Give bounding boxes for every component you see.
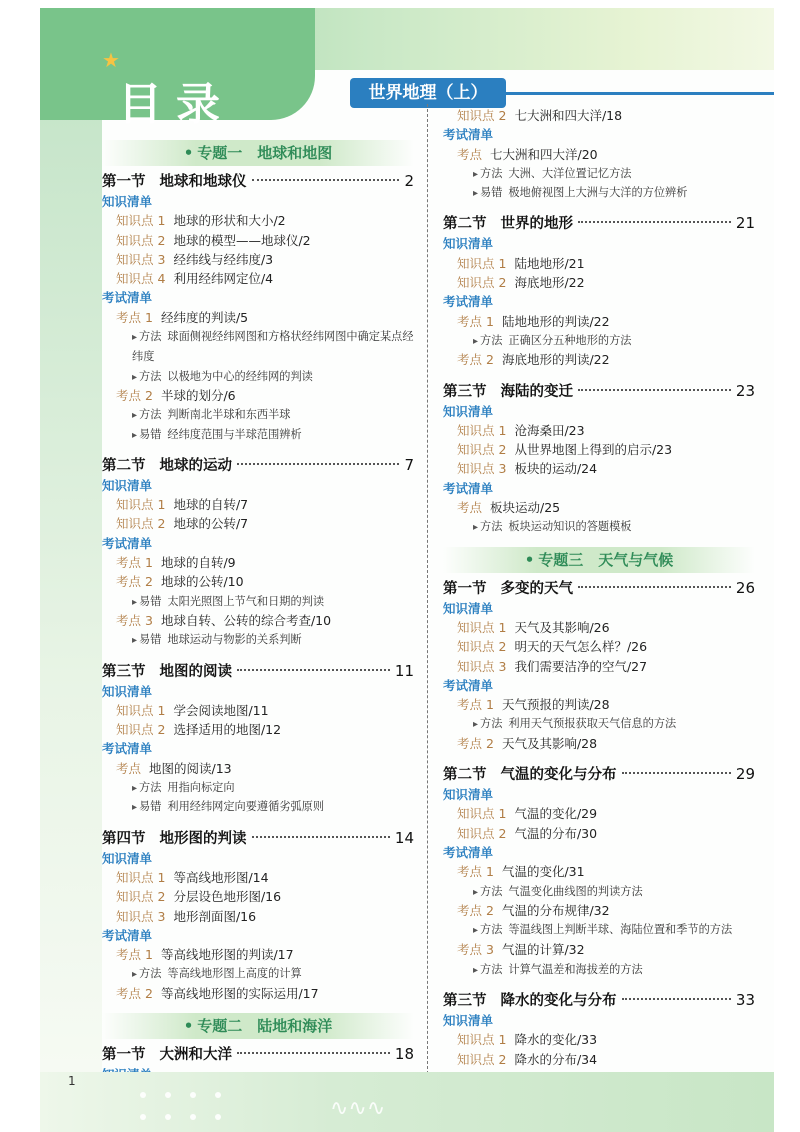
leader-dots (237, 463, 399, 465)
page-number-footer: 1 (68, 1074, 76, 1088)
exam-point[interactable] (443, 734, 755, 753)
knowledge-point[interactable] (102, 887, 414, 906)
knowledge-point[interactable] (443, 657, 755, 676)
footer-band (40, 1072, 774, 1132)
knowledge-point[interactable] (443, 1050, 755, 1069)
page-number: 26 (735, 578, 755, 597)
method-label: ▸ 方法 (132, 781, 161, 794)
section-title: 多变的天气 (500, 580, 573, 597)
leader-dots (578, 389, 731, 391)
point-label: 考点 2 (116, 387, 153, 403)
list-heading: 知识清单 (102, 194, 153, 209)
point-text: 从世界地图上得到的启示/23 (514, 442, 673, 458)
point-label: 知识点 1 (116, 869, 166, 885)
method-label: ▸ 方法 (132, 330, 161, 343)
exam-point[interactable] (443, 862, 755, 881)
method-text: 正确区分五种地形的方法 (508, 333, 632, 347)
exam-point[interactable] (443, 350, 755, 369)
method-label: ▸ 方法 (132, 408, 161, 421)
decor-dot (190, 1092, 196, 1098)
point-label: 考点 2 (457, 352, 494, 368)
page-title: 目录 (118, 79, 234, 130)
method-label: ▸ 易错 (132, 428, 161, 441)
method-text: 极地俯视图上大洲与大洋的方位辨析 (508, 186, 688, 200)
knowledge-point[interactable] (102, 269, 414, 288)
method-text: 地球运动与物影的关系判断 (167, 633, 302, 647)
point-text: 地球的自转/7 (173, 497, 249, 513)
list-heading: 考试清单 (443, 480, 494, 496)
method-label: ▸ 易错 (473, 186, 502, 199)
page-number: 11 (394, 661, 414, 680)
knowledge-point[interactable] (102, 250, 414, 269)
method-text: 球面侧视经纬网图和方格状经纬网图中确定某点经纬度 (132, 330, 414, 364)
point-text: 沧海桑田/23 (514, 422, 585, 438)
point-text: 陆地地形的判读/22 (501, 313, 610, 329)
method-item (102, 405, 414, 424)
point-text: 七大洲和四大洋/18 (514, 108, 623, 123)
section-number: 第三节 (102, 663, 146, 680)
knowledge-point[interactable] (443, 421, 755, 440)
section-title: 地球和地球仪 (159, 174, 247, 190)
list-heading: 知识清单 (102, 683, 153, 699)
knowledge-point[interactable] (443, 618, 755, 637)
method-text: 太阳光照图上节气和日期的判读 (167, 594, 325, 608)
point-text: 地球的自转/9 (160, 555, 236, 571)
topic-heading: • 专题一 地球和地图 (102, 140, 414, 166)
page-number: 18 (394, 1044, 414, 1063)
method-label: ▸ 易错 (132, 633, 161, 646)
section-entry[interactable] (443, 212, 755, 234)
wave-decor-icon: ∿∿∿ (330, 1096, 386, 1121)
method-label: ▸ 方法 (473, 167, 502, 180)
point-text: 气温的分布规律/32 (501, 902, 610, 918)
point-text: 海底地形的判读/22 (501, 352, 610, 368)
point-label: 知识点 1 (116, 702, 166, 718)
page-number: 23 (735, 381, 755, 400)
method-text: 判断南北半球和东西半球 (167, 408, 291, 422)
section-entry[interactable] (102, 170, 414, 192)
method-label: ▸ 方法 (473, 923, 502, 936)
leader-dots (578, 221, 731, 223)
knowledge-point[interactable] (443, 254, 755, 273)
point-text: 分层设色地形图/16 (173, 889, 282, 905)
page-number: 2 (404, 172, 414, 190)
point-label: 知识点 1 (457, 422, 507, 438)
topic-title: 专题三 天气与气候 (538, 550, 674, 569)
point-text: 板块的运动/24 (514, 461, 598, 477)
point-text: 地图的阅读/13 (149, 760, 232, 776)
section-number: 第一节 (102, 174, 146, 190)
method-item (443, 517, 755, 536)
knowledge-point[interactable] (443, 440, 755, 459)
method-label: ▸ 方法 (132, 967, 161, 980)
point-text: 我们需要洁净的空气/27 (514, 658, 648, 674)
knowledge-point[interactable] (443, 824, 755, 843)
knowledge-point[interactable] (102, 514, 414, 533)
right-column (443, 106, 755, 1069)
knowledge-point[interactable] (443, 459, 755, 478)
point-text: 气温的变化/31 (501, 864, 585, 880)
exam-point[interactable] (443, 901, 755, 920)
point-label: 知识点 1 (457, 255, 507, 271)
exam-point[interactable] (443, 312, 755, 331)
section-entry[interactable] (102, 660, 414, 682)
volume-label: 世界地理（上） (350, 78, 506, 108)
exam-point[interactable] (102, 984, 414, 1003)
left-gradient-strip (40, 8, 102, 1132)
point-text: 地形剖面图/16 (173, 908, 257, 924)
point-text: 利用经纬网定位/4 (173, 271, 274, 287)
point-text: 气温的分布/30 (514, 825, 598, 841)
point-label: 知识点 2 (457, 639, 507, 655)
point-text: 等高线地形图/14 (173, 869, 269, 885)
list-heading: 知识清单 (443, 403, 494, 419)
point-label: 考点 3 (457, 942, 494, 958)
point-label: 考点 2 (457, 902, 494, 918)
point-label: 知识点 4 (116, 271, 166, 287)
point-label: 知识点 2 (457, 1051, 507, 1067)
leader-dots (622, 772, 731, 774)
section-entry[interactable] (443, 763, 755, 785)
knowledge-point[interactable] (102, 907, 414, 926)
section-entry[interactable] (443, 989, 755, 1011)
section-title: 地球的运动 (159, 457, 232, 474)
knowledge-point[interactable] (102, 868, 414, 887)
section-title: 气温的变化与分布 (500, 767, 617, 784)
exam-point[interactable] (102, 572, 414, 591)
point-label: 知识点 3 (116, 251, 166, 267)
point-text: 地球的公转/7 (173, 516, 249, 532)
point-text: 等高线地形图的判读/17 (160, 947, 294, 963)
method-label: ▸ 方法 (473, 334, 502, 347)
leader-dots (237, 1052, 390, 1054)
page-number: 33 (735, 990, 755, 1009)
method-item (443, 960, 755, 979)
point-label: 考点 (457, 146, 483, 162)
point-label: 知识点 2 (116, 232, 166, 248)
list-heading: 知识清单 (443, 236, 494, 252)
method-item (443, 714, 755, 733)
point-text: 气温的计算/32 (501, 942, 585, 958)
decor-dot (165, 1114, 171, 1120)
list-heading: 考试清单 (102, 741, 153, 757)
point-text: 选择适用的地图/12 (173, 722, 282, 738)
point-label: 知识点 2 (116, 516, 166, 532)
exam-point[interactable] (102, 386, 414, 405)
method-text: 以极地为中心的经纬网的判读 (167, 369, 313, 383)
point-text: 降水的变化/33 (514, 1032, 598, 1048)
point-label: 知识点 2 (116, 889, 166, 905)
method-label: ▸ 方法 (473, 717, 502, 730)
point-label: 知识点 2 (457, 442, 507, 458)
method-label: ▸ 易错 (132, 595, 161, 608)
point-text: 天气及其影响/26 (514, 619, 610, 635)
method-text: 大洲、大洋位置记忆方法 (508, 166, 632, 180)
point-text: 地球的公转/10 (160, 574, 244, 590)
exam-point[interactable] (443, 695, 755, 714)
point-label: 知识点 1 (116, 497, 166, 513)
point-text: 地球的形状和大小/2 (173, 213, 286, 229)
point-text: 七大洲和四大洋/20 (490, 146, 598, 162)
point-label: 知识点 3 (116, 908, 166, 924)
point-label: 知识点 2 (457, 275, 507, 291)
page-number: 14 (394, 828, 414, 847)
topic-title: 专题一 地球和地图 (197, 144, 333, 162)
point-label: 知识点 1 (457, 619, 507, 635)
exam-point[interactable] (443, 145, 755, 164)
knowledge-point[interactable] (443, 273, 755, 292)
list-heading: 考试清单 (443, 677, 494, 693)
method-text: 气温变化曲线图的判读方法 (508, 884, 643, 898)
point-label: 知识点 3 (457, 658, 507, 674)
point-label: 考点 2 (116, 985, 153, 1001)
point-label: 考点 1 (116, 555, 153, 571)
topic-heading: • 专题二 陆地和海洋 (102, 1013, 414, 1039)
point-text: 经纬度的判读/5 (160, 309, 249, 325)
exam-point[interactable] (102, 308, 414, 327)
point-text: 明天的天气怎么样？/26 (514, 639, 648, 655)
method-item (443, 331, 755, 350)
left-column (102, 138, 414, 1104)
mistake-item (102, 797, 414, 816)
point-text: 等高线地形图的实际运用/17 (160, 985, 319, 1001)
point-text: 学会阅读地图/11 (173, 702, 269, 718)
section-title: 世界的地形 (500, 216, 573, 233)
mistake-item (443, 183, 755, 202)
section-entry[interactable] (102, 1043, 414, 1065)
list-heading: 考试清单 (102, 290, 153, 306)
topic-title: 专题二 陆地和海洋 (197, 1016, 333, 1035)
decor-dot (215, 1114, 221, 1120)
point-label: 知识点 3 (457, 461, 507, 477)
section-number: 第二节 (443, 767, 487, 784)
exam-point[interactable] (102, 553, 414, 572)
section-number: 第三节 (443, 383, 487, 400)
point-text: 气温的变化/29 (514, 806, 598, 822)
point-text: 地球自转、公转的综合考查/10 (160, 612, 332, 628)
exam-point[interactable] (102, 611, 414, 630)
column-divider (427, 104, 428, 1074)
knowledge-point[interactable] (102, 211, 414, 230)
point-label: 考点 2 (116, 574, 153, 590)
section-number: 第四节 (102, 830, 146, 847)
decor-dot (190, 1114, 196, 1120)
exam-point[interactable] (443, 940, 755, 959)
exam-point[interactable] (102, 945, 414, 964)
method-item (443, 882, 755, 901)
point-label: 知识点 2 (116, 722, 166, 738)
knowledge-point[interactable] (443, 106, 755, 125)
leader-dots (578, 586, 731, 588)
point-text: 地球的模型——地球仪/2 (173, 232, 311, 248)
section-number: 第三节 (443, 992, 487, 1009)
point-label: 考点 1 (116, 947, 153, 963)
method-text: 等温线图上判断半球、海陆位置和季节的方法 (508, 923, 733, 937)
star-icon: ★ (102, 48, 120, 72)
page-number: 21 (735, 214, 755, 233)
method-text: 利用经纬网定向要遵循劣弧原则 (167, 800, 325, 814)
list-heading: 考试清单 (443, 844, 494, 860)
method-item (102, 327, 414, 367)
section-entry[interactable] (443, 577, 755, 599)
decor-dot (140, 1092, 146, 1098)
point-label: 知识点 1 (457, 1032, 507, 1048)
section-number: 第一节 (102, 1046, 146, 1063)
point-label: 考点 (457, 500, 483, 516)
point-text: 半球的划分/6 (160, 387, 236, 403)
list-heading: 考试清单 (102, 535, 153, 551)
topic-heading: • 专题三 天气与气候 (443, 547, 755, 573)
knowledge-point[interactable] (443, 1030, 755, 1049)
method-label: ▸ 方法 (473, 963, 502, 976)
point-label: 知识点 1 (457, 806, 507, 822)
point-text: 海底地形/22 (514, 275, 585, 291)
decor-dot (140, 1114, 146, 1120)
point-text: 天气及其影响/28 (501, 735, 598, 751)
method-text: 利用天气预报获取天气信息的方法 (508, 717, 677, 731)
method-label: ▸ 易错 (132, 800, 161, 813)
method-text: 板块运动知识的答题模板 (508, 520, 632, 534)
method-item (102, 367, 414, 386)
mistake-item (102, 425, 414, 444)
method-item (443, 920, 755, 940)
section-number: 第一节 (443, 580, 487, 597)
section-title: 大洲和大洋 (159, 1046, 232, 1063)
point-label: 考点 1 (116, 309, 153, 325)
point-label: 知识点 2 (457, 825, 507, 841)
page-number: 29 (735, 765, 755, 784)
leader-dots (622, 998, 731, 1000)
method-item (443, 164, 755, 183)
method-label: ▸ 方法 (473, 885, 502, 898)
list-heading: 知识清单 (102, 477, 153, 493)
toc-page (40, 8, 774, 1132)
point-label: 知识点 2 (457, 108, 507, 123)
method-text: 经纬度范围与半球范围辨析 (167, 427, 302, 441)
point-text: 降水的分布/34 (514, 1051, 598, 1067)
leader-dots (252, 179, 400, 181)
section-entry[interactable] (102, 454, 414, 476)
point-label: 知识点 1 (116, 213, 166, 229)
knowledge-point[interactable] (102, 495, 414, 514)
mistake-item (102, 630, 414, 649)
method-text: 计算气温差和海拔差的方法 (508, 962, 643, 976)
point-label: 考点 1 (457, 313, 494, 329)
knowledge-point[interactable] (443, 637, 755, 656)
exam-point[interactable] (443, 498, 755, 517)
list-heading: 知识清单 (443, 787, 494, 803)
decor-dot (215, 1092, 221, 1098)
list-heading: 知识清单 (443, 1012, 494, 1028)
section-number: 第二节 (443, 216, 487, 233)
list-heading: 知识清单 (102, 850, 153, 866)
knowledge-point[interactable] (102, 231, 414, 250)
knowledge-point[interactable] (102, 701, 414, 720)
list-heading: 考试清单 (443, 294, 494, 310)
knowledge-point[interactable] (102, 720, 414, 739)
point-label: 考点 1 (457, 697, 494, 713)
point-text: 陆地地形/21 (514, 255, 585, 271)
method-text: 用指向标定向 (167, 781, 235, 795)
point-label: 考点 (116, 760, 142, 776)
point-text: 板块运动/25 (490, 500, 561, 516)
leader-dots (252, 836, 390, 838)
method-label: ▸ 方法 (473, 520, 502, 533)
decor-dot (165, 1092, 171, 1098)
point-text: 天气预报的判读/28 (501, 697, 610, 713)
point-label: 考点 3 (116, 612, 153, 628)
knowledge-point[interactable] (443, 804, 755, 823)
list-heading: 考试清单 (102, 927, 153, 943)
section-title: 地形图的判读 (159, 830, 247, 847)
section-title: 海陆的变迁 (500, 383, 573, 400)
section-entry[interactable] (443, 380, 755, 402)
section-title: 降水的变化与分布 (500, 992, 617, 1009)
list-heading: 知识清单 (443, 600, 494, 616)
method-item (102, 964, 414, 983)
mistake-item (102, 592, 414, 611)
volume-rule (506, 92, 774, 95)
method-label: ▸ 方法 (132, 370, 161, 383)
point-label: 考点 2 (457, 735, 494, 751)
leader-dots (237, 669, 390, 671)
exam-point[interactable] (102, 759, 414, 778)
list-heading: 考试清单 (443, 127, 494, 143)
section-number: 第二节 (102, 457, 146, 474)
method-text: 等高线地形图上高度的计算 (167, 967, 302, 981)
section-entry[interactable] (102, 827, 414, 849)
point-text: 经纬线与经纬度/3 (173, 251, 274, 267)
page-number: 7 (404, 455, 414, 474)
point-label: 考点 1 (457, 864, 494, 880)
section-title: 地图的阅读 (159, 663, 232, 680)
method-item (102, 778, 414, 797)
